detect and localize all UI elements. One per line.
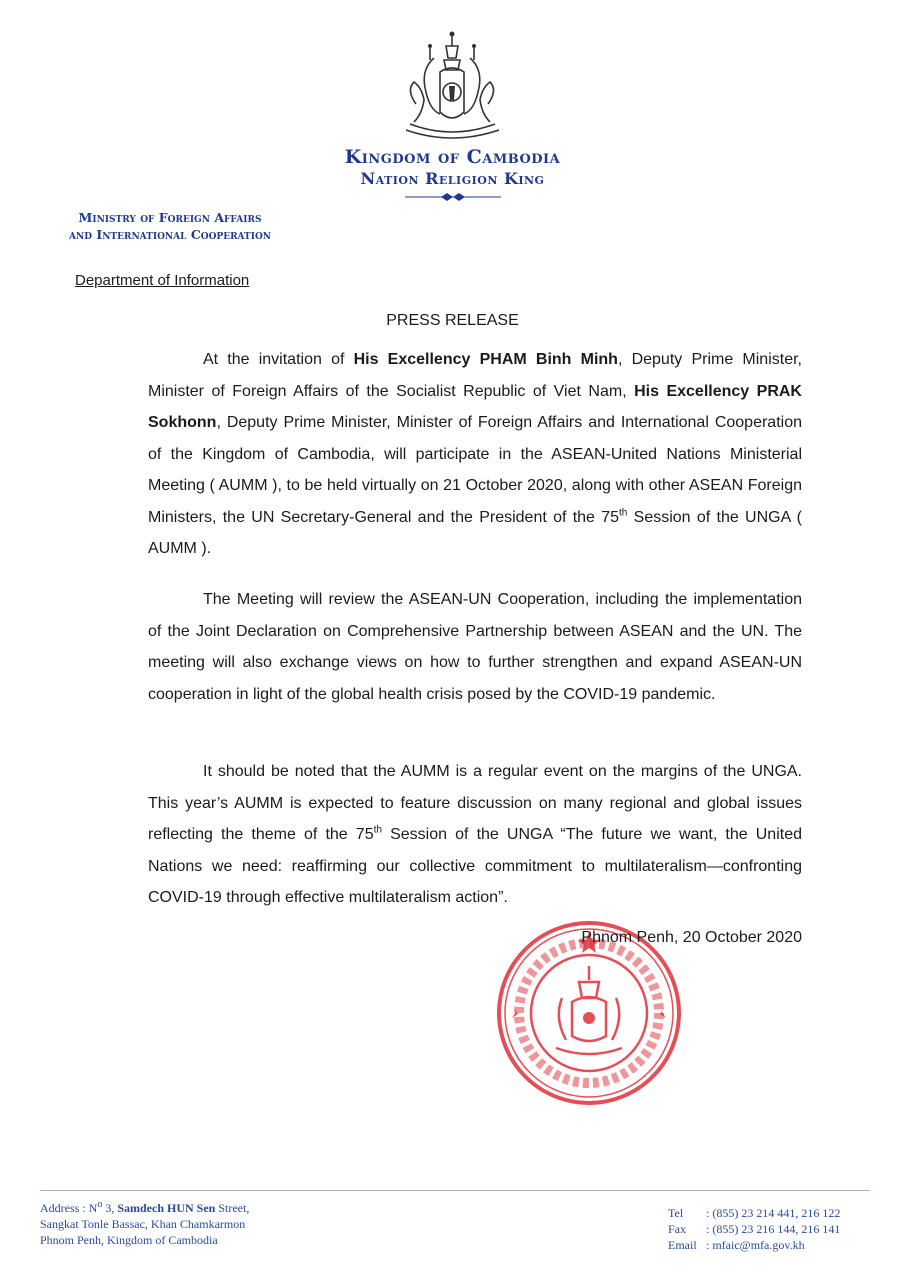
paragraph-2: The Meeting will review the ASEAN-UN Cooperation, including the implementation of the Joint Declaration on Comprehensive Partnership between ASEAN and the UN. The meeting will also exchange views on how to further strengthen and expand ASEAN-UN cooperation in light of the global health crisis posed by the COVID-19 pandemic. — [148, 591, 802, 703]
footer-address — [40, 1200, 249, 1248]
paragraph-1-text: , Deputy Prime Minister, Minister of Foreign Affairs and International Cooperation of the Kingdom of Cambodia, will participate in the ASEAN-United Nations Ministerial Meeting ( AUMM ), to be held virtually on 21 October 2020, along with other ASEAN Foreign Ministers, the UN Secretary-General and the President of the 75 — [148, 414, 802, 526]
address-line-2: Sangkat Tonle Bassac, Khan Chamkarmon — [40, 1217, 246, 1231]
dignitary-name: His Excellency PRAK Sokhonn — [148, 382, 802, 431]
dateline: Phnom Penh, 20 October 2020 — [581, 929, 802, 946]
footer-contact — [668, 1205, 840, 1253]
royal-coat-of-arms-emblem — [400, 30, 505, 142]
department-heading: Department of Information — [75, 272, 250, 289]
ministry-name-line1: Ministry of Foreign Affairs — [78, 210, 262, 225]
ministry-name-line2: and International Cooperation — [68, 227, 272, 242]
number-abbrev-sup: o — [97, 1199, 103, 1210]
dignitary-name: His Excellency PHAM Binh Minh — [353, 351, 618, 368]
paragraph-3-text: It should be noted that the AUMM is a regular event on the margins of the UNGA. This year’s AUMM is expected to feature discussion on many regional and global issues reflecting the theme of the 75 — [148, 763, 802, 843]
paragraph-1 — [148, 344, 802, 565]
ordinal-suffix: th — [373, 824, 382, 836]
paragraph-1-text: , Deputy Prime Minister, Minister of Foreign Affairs of the Socialist Republic of Viet Nam, — [148, 351, 802, 400]
address-line-1: Address : $N^o$ 3, Samdech HUN Sen Street, — [40, 1199, 250, 1215]
document-title: PRESS RELEASE — [386, 312, 519, 329]
address-line-3: Phnom Penh, Kingdom of Cambodia — [40, 1233, 218, 1247]
paragraph-1-text: Session of the UNGA ( AUMM ). — [148, 508, 802, 557]
address-street-name: Samdech HUN Sen — [117, 1201, 216, 1215]
national-motto: Nation Religion King — [360, 169, 545, 188]
email-line: Email : mfaic@mfa.gov.kh — [668, 1238, 805, 1252]
paragraph-3 — [148, 756, 802, 914]
paragraph-1-text: At the invitation of — [203, 351, 354, 368]
ornament-divider-icon — [405, 191, 501, 203]
telephone-line: Tel : (855) 23 214 441, 216 122 — [668, 1206, 841, 1220]
fax-line: Fax : (855) 23 216 144, 216 141 — [668, 1222, 841, 1236]
ordinal-suffix: th — [619, 507, 628, 519]
country-name: Kingdom of Cambodia — [344, 146, 561, 168]
paragraph-3-text: Session of the UNGA “The future we want, the United Nations we need: reaffirming our collective commitment to multilateralism—confronting COVID-19 through effective multilateralism action”. — [148, 826, 802, 906]
footer-divider — [40, 1190, 870, 1191]
